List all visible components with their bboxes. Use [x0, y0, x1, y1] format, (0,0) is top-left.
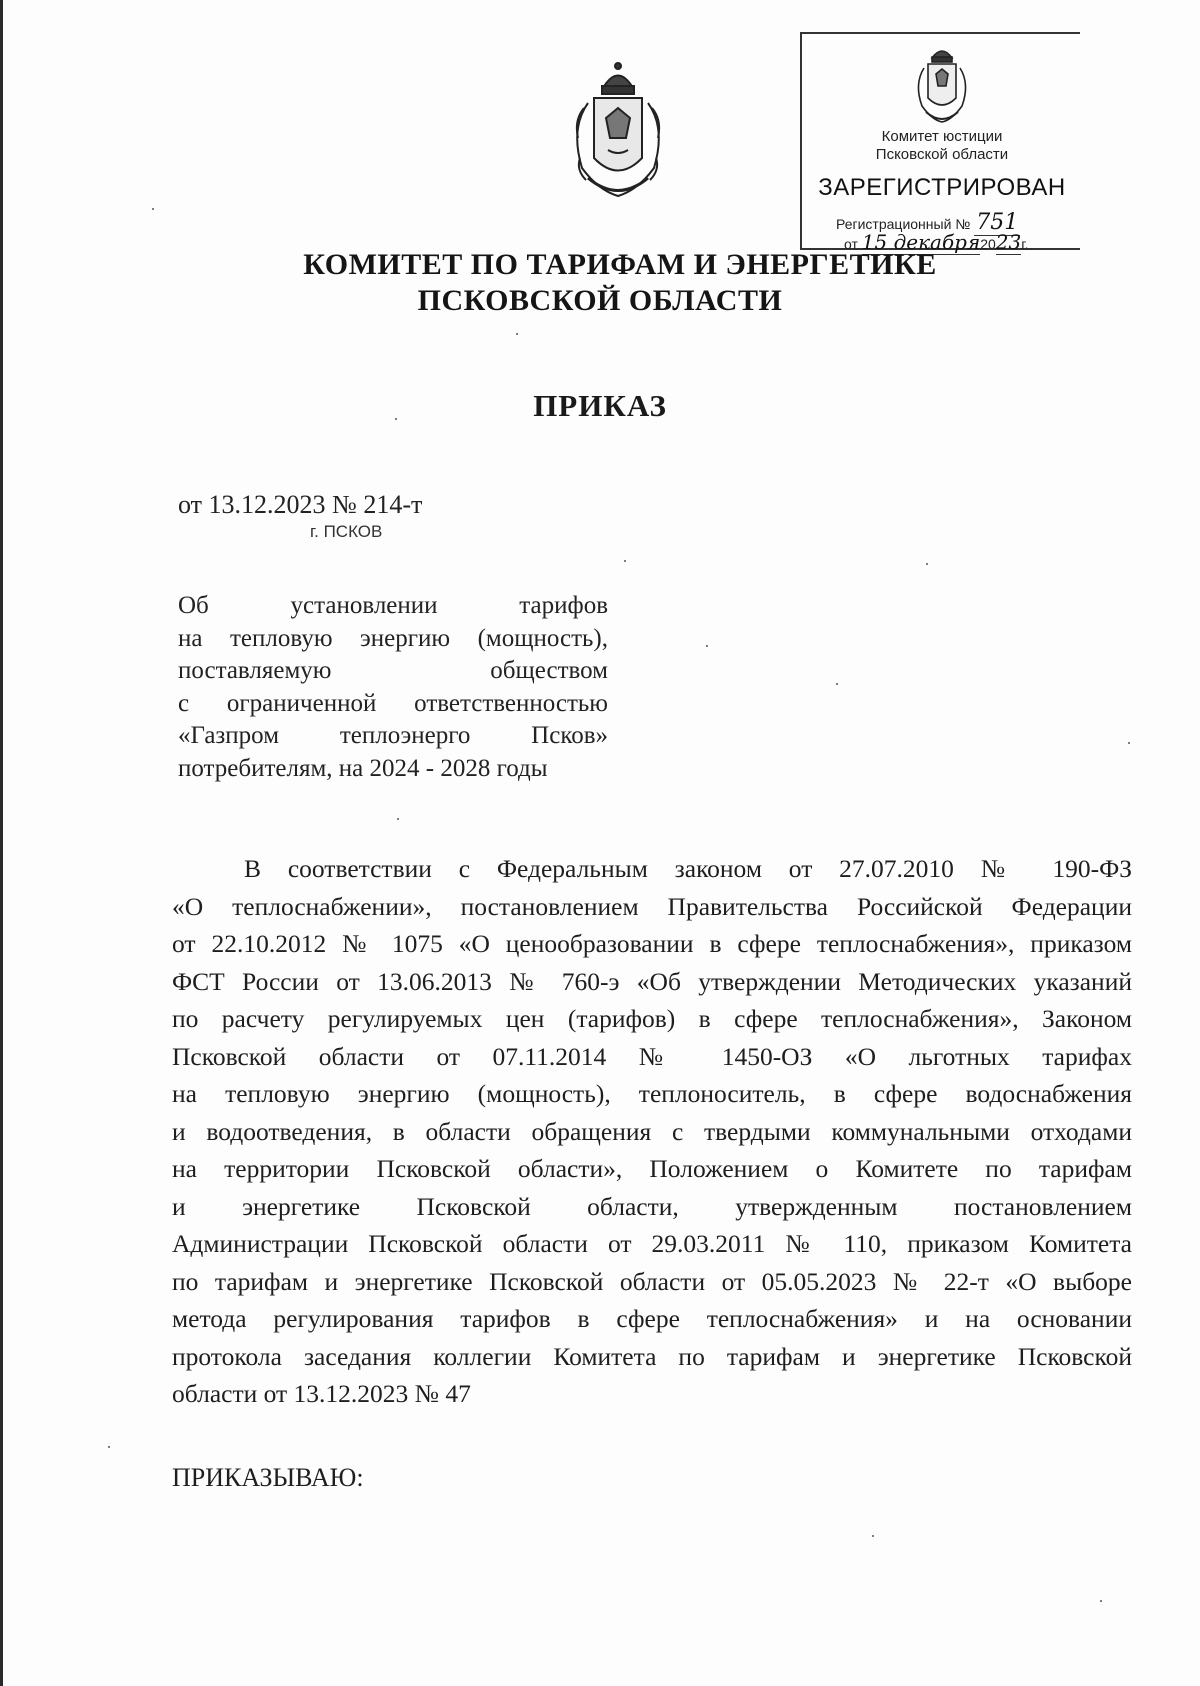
- registration-stamp: [800, 32, 1080, 254]
- document-body: [172, 850, 1132, 1413]
- stamp-emblem-icon: [910, 42, 974, 126]
- document-type-title: ПРИКАЗ: [533, 388, 667, 423]
- body-line: протокола заседания коллегии Комитета по тарифам и энергетике Псковской: [172, 1341, 1132, 1371]
- scan-speck: [624, 560, 626, 562]
- body-line: по расчету регулируемых цен (тарифов) в сфере теплоснабжения», Законом: [172, 1004, 1132, 1033]
- scan-edge: [0, 0, 3, 1686]
- org-title-line2: ПСКОВСКОЙ ОБЛАСТИ: [417, 284, 783, 317]
- scan-speck: [836, 683, 838, 685]
- body-line: ФСТ России от 13.06.2013 № 760-э «Об утверждении Методических указаний: [172, 966, 1132, 996]
- scan-speck: [395, 418, 397, 420]
- stamp-org-line2: Псковской области: [875, 146, 1009, 163]
- body-line: Псковской области от 07.11.2014 № 1450-ОЗ «О льготных тарифах: [172, 1041, 1132, 1071]
- stamp-date-year-prefix: 20: [980, 236, 996, 252]
- org-title-line1: КОМИТЕТ ПО ТАРИФАМ И ЭНЕРГЕТИКЕ: [303, 248, 937, 281]
- subject-line: потребителям, на 2024 - 2028 годы: [178, 754, 548, 782]
- stamp-date-year-suffix: 23: [995, 230, 1022, 254]
- body-line: на тепловую энергию (мощность), теплоноситель, в сфере водоснабжения: [172, 1079, 1132, 1108]
- body-line: В соответствии с Федеральным законом от 27.07.2010 № 190-ФЗ: [244, 854, 1132, 883]
- stamp-date-year-abbr: г.: [1021, 236, 1029, 252]
- scan-speck: [1100, 1600, 1102, 1602]
- scan-speck: [108, 1446, 110, 1448]
- subject-line: с ограниченной ответственностью: [178, 689, 608, 717]
- subject-line: на тепловую энергию (мощность),: [178, 624, 608, 652]
- body-line: метода регулирования тарифов в сфере теплоснабжения» и на основании: [172, 1304, 1132, 1333]
- body-line: области от 13.12.2023 № 47: [172, 1379, 471, 1408]
- coat-of-arms-emblem: [558, 58, 678, 208]
- body-line: по тарифам и энергетике Псковской области от 05.05.2023 № 22-т «О выборе: [172, 1266, 1132, 1296]
- stamp-org-line1: Комитет юстиции: [881, 128, 1003, 145]
- stamp-date-day-month: 15 декабря: [861, 230, 981, 254]
- body-line: и энергетике Псковской области, утвержденным постановлением: [172, 1191, 1132, 1221]
- document-subject: [178, 590, 608, 786]
- document-number: от 13.12.2023 № 214-т: [178, 490, 423, 519]
- stamp-date-prefix: от: [844, 236, 858, 252]
- scan-speck: [1128, 742, 1130, 744]
- scan-speck: [872, 1535, 874, 1537]
- stamp-reg-number: 751: [976, 210, 1019, 235]
- order-word: ПРИКАЗЫВАЮ:: [172, 1463, 364, 1492]
- body-line: на территории Псковской области», Положением о Комитете по тарифам: [172, 1154, 1132, 1183]
- scan-speck: [926, 563, 928, 565]
- scan-speck: [152, 208, 154, 210]
- body-line: «О теплоснабжении», постановлением Правительства Российской Федерации: [172, 891, 1132, 921]
- body-line: от 22.10.2012 № 1075 «О ценообразовании в сфере теплоснабжения», приказом: [172, 929, 1132, 958]
- document-city: г. ПСКОВ: [310, 522, 383, 541]
- body-line: и водоотведения, в области обращения с твердыми коммунальными отходами: [172, 1116, 1132, 1146]
- body-line: Администрации Псковской области от 29.03.2011 № 110, приказом Комитета: [172, 1229, 1132, 1258]
- stamp-reg-label: Регистрационный №: [836, 216, 971, 232]
- scan-speck: [516, 333, 518, 335]
- stamp-status: ЗАРЕГИСТРИРОВАН: [818, 174, 1066, 201]
- subject-line: «Газпром теплоэнерго Псков»: [178, 722, 608, 750]
- scan-speck: [397, 818, 399, 820]
- scan-speck: [706, 645, 708, 647]
- subject-line: поставляемую обществом: [178, 657, 608, 685]
- subject-line: Об установлении тарифов: [178, 592, 608, 619]
